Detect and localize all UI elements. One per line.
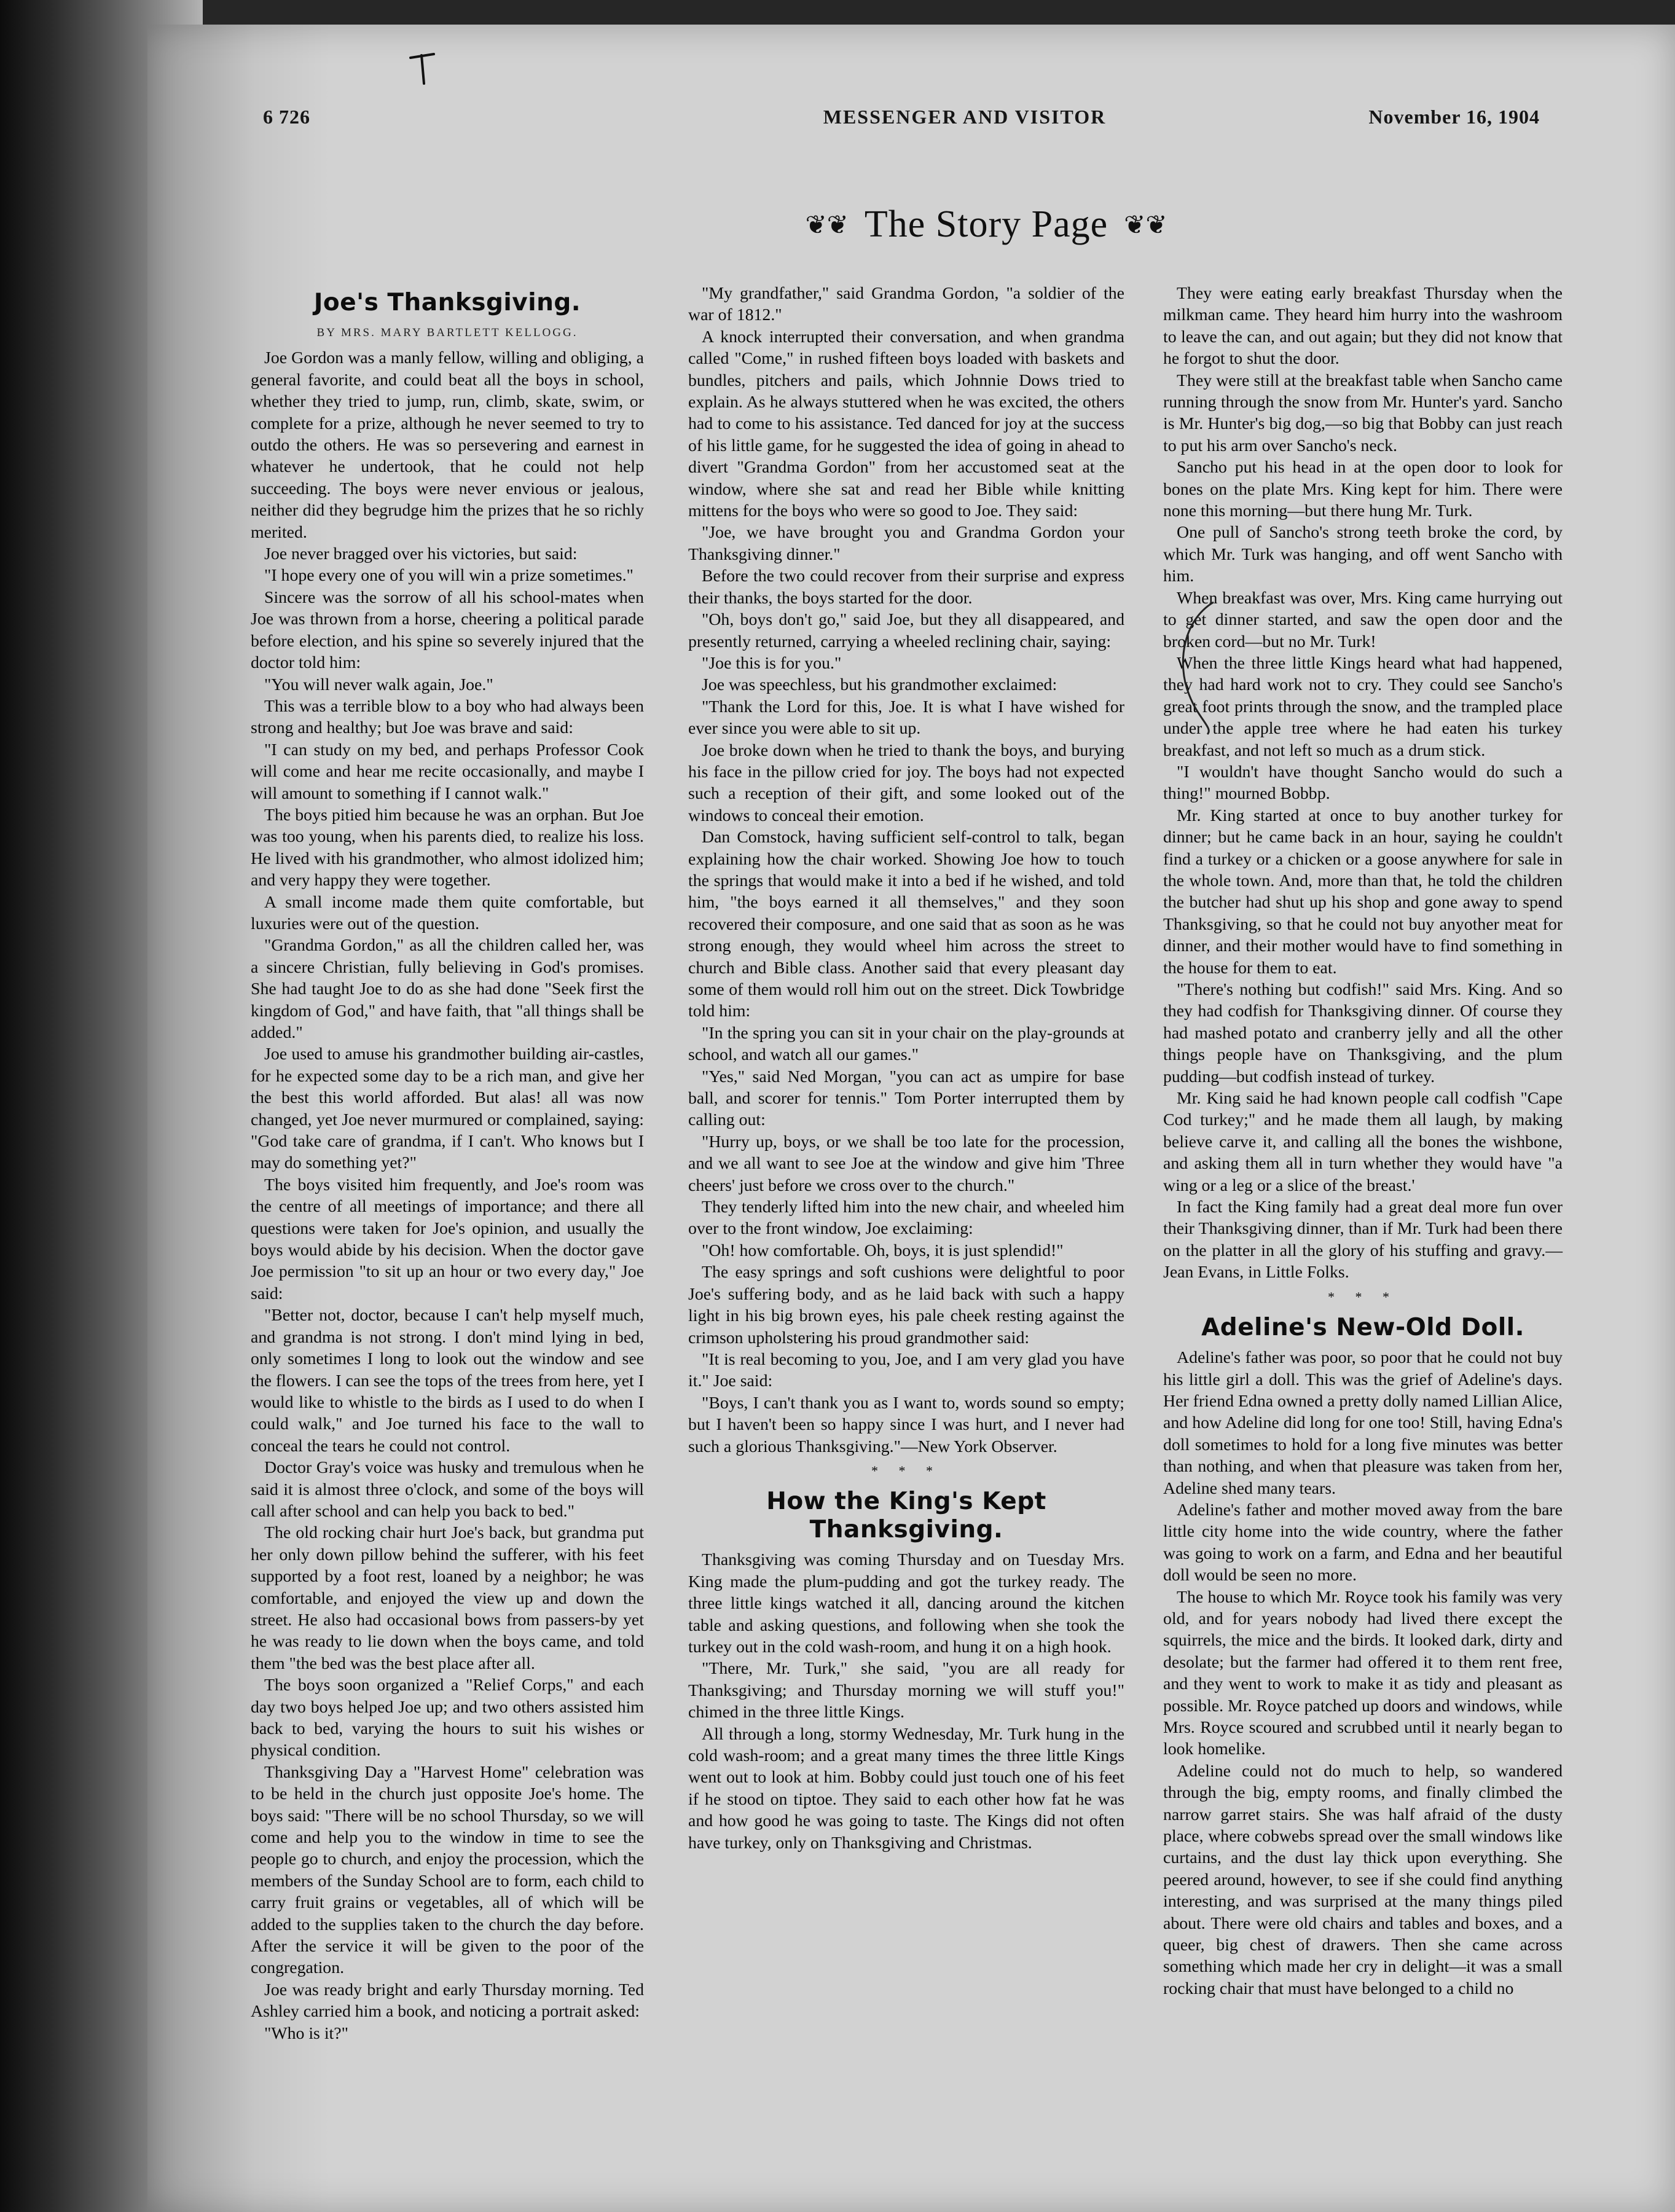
separator-stars: * * * xyxy=(1328,1288,1398,1304)
story-paragraph: Thanksgiving was coming Thursday and on Tuesday Mrs. King made the plum-pudding and got the turkey ready. The three little kings watched it all, dancing around the kitchen table and asking questions, and following when she took the turkey out in the cold wash-room, and hung it on a high hook. xyxy=(688,1550,1124,1657)
story-title-king: How the King's Kept Thanksgiving. xyxy=(766,1488,1046,1544)
issue-date: November 16, 1904 xyxy=(1368,106,1540,128)
section-heading xyxy=(627,203,1346,246)
column-2 xyxy=(688,283,1124,1854)
story-paragraph: Thanksgiving Day a "Harvest Home" celebration was to be held in the church just opposite Joe's home. The boys said: "There will be no school Thursday, so we will come and help you to the window in time to see the people go to church, and enjoy the procession, which the members of the Sunday School are to form, each child to carry fruit grains or vegetables, all of which will be added to the supplies taken to the church the day before. After the service it will be given to the poor of the congregation. xyxy=(251,1762,644,1978)
story-paragraph: "Yes," said Ned Morgan, "you can act as umpire for base ball, and scorer for tennis." Tom Porter interrupted them by calling out: xyxy=(688,1067,1124,1130)
page-number: 6 726 xyxy=(263,106,310,128)
story-paragraph: Adeline's father and mother moved away from the bare little city home into the wide country, where the father was going to work on a farm, and Edna and her beautiful doll would be seen no more. xyxy=(1163,1500,1563,1585)
story-paragraph: Sancho put his head in at the open door to look for bones on the plate Mrs. King kept for him. There were none this morning—but there hung Mr. Turk. xyxy=(1163,458,1563,521)
story-paragraph: Adeline's father was poor, so poor that he could not buy his little girl a doll. This was the grief of Adeline's days. Her friend Edna owned a pretty dolly named Lillian Alice, and how Adeline did long for one too! Still, having Edna's doll sometimes to hold for a long five minutes was better than nothing, and when that pleasure was taken from her, Adeline shed many tears. xyxy=(1163,1348,1563,1498)
story-paragraph: "Boys, I can't thank you as I want to, words sound so empty; but I haven't been so happy since I was hurt, and I never had such a glorious Thanksgiving."—New York Observer. xyxy=(688,1393,1124,1456)
story-paragraph: "In the spring you can sit in your chair on the play-grounds at school, and watch all our games." xyxy=(688,1023,1124,1065)
story-paragraph: "Thank the Lord for this, Joe. It is what I have wished for ever since you were able to sit up. xyxy=(688,697,1124,739)
fleuron-icon: ❦❦ xyxy=(805,211,849,240)
story-paragraph: "My grandfather," said Grandma Gordon, "a soldier of the war of 1812." xyxy=(688,284,1124,325)
story-paragraph: "Hurry up, boys, or we shall be too late for the procession, and we all want to see Joe at the window and give him 'Three cheers' just before we cross over to the church." xyxy=(688,1132,1124,1195)
story-paragraph: Mr. King started at once to buy another turkey for dinner; but he came back in an hour, saying he couldn't find a turkey or a chicken or a goose anywhere for sale in the whole town. And, more than that, he told the children the butcher had shut up his shop and gone away to spend Thanksgiving, so that he could not buy anyother meat for dinner, and their mother would have to find something in the house for them to eat. xyxy=(1163,806,1563,978)
story-paragraph: Joe never bragged over his victories, but said: xyxy=(264,544,578,564)
story-paragraph: "Better not, doctor, because I can't help myself much, and grandma is not strong. I don't mind lying in bed, only sometimes I long to look out the window and see the flowers. I can see the tops of the trees from here, yet I would like to whistle to the birds as I used to do when I could walk," and Joe turned his face to the wall to conceal the tears he could not control. xyxy=(251,1306,644,1456)
story-paragraph: The boys pitied him because he was an orphan. But Joe was too young, when his parents died, to realize his loss. He lived with his grandmother, who almost idolized him; and very happy they were together. xyxy=(251,805,644,890)
story-paragraph: In fact the King family had a great deal more fun over their Thanksgiving dinner, than if Mr. Turk had been there on the platter in all the glory of his stuffing and gravy.—Jean Evans, in Little Folks. xyxy=(1163,1198,1563,1282)
story-paragraph: "Who is it?" xyxy=(264,2023,348,2043)
story-paragraph: A small income made them quite comfortable, but luxuries were out of the question. xyxy=(251,892,644,933)
story-title-adeline: Adeline's New-Old Doll. xyxy=(1201,1314,1524,1342)
story-paragraph: Doctor Gray's voice was husky and tremulous when he said it is almost three o'clock, and some of the boys will call after school and can help you back to bed." xyxy=(251,1458,644,1521)
story-paragraph: "You will never walk again, Joe." xyxy=(264,675,493,694)
story-paragraph: "There's nothing but codfish!" said Mrs. King. And so they had codfish for Thanksgiving dinner. Of course they had mashed potato and cranberry jelly and all the other things people have on Thanksgiving, and the plum pudding—but codfish instead of turkey. xyxy=(1163,980,1563,1086)
story-title-joe: Joe's Thanksgiving. xyxy=(313,289,581,316)
story-paragraph: Dan Comstock, having sufficient self-control to talk, began explaining how the chair worked. Showing Joe how to touch the springs that would make it into a bed if he wished, and told him, "the boys earned it all themselves," and they soon recovered their composure, and one said that as soon as he was strong enough, they would wheel him across the street to church and Bible class. Another said that every pleasant day some of them would roll him out on the street. Dick Towbridge told him: xyxy=(688,828,1124,1021)
story-paragraph: "Oh! how comfortable. Oh, boys, it is just splendid!" xyxy=(702,1241,1064,1260)
story-paragraph: The boys visited him frequently, and Joe's room was the centre of all meetings of importance; and there all questions were taken for Joe's opinion, and usually the boys would abide by his decision. When the doctor gave Joe permission "to sit up an hour or two every day," Joe said: xyxy=(251,1175,644,1303)
story-paragraph: "It is real becoming to you, Joe, and I am very glad you have it." Joe said: xyxy=(688,1349,1124,1391)
section-title: The Story Page xyxy=(864,203,1108,245)
story-paragraph: Joe used to amuse his grandmother building air-castles, for he expected some day to be a rich man, and give her the best this world afforded. But alas! all was now changed, yet Joe never murmured or complained, saying: "God take care of grandma, if I can't. Who knows but I may do something yet?" xyxy=(251,1045,644,1173)
story-paragraph: Joe Gordon was a manly fellow, willing and obliging, a general favorite, and could beat all the boys in school, whether they tried to jump, run, climb, skate, swim, or complete for a prize, although he never seemed to try to outdo the others. He was so persevering and earnest in whatever he undertook, that he could not help succeeding. The boys were never envious or jealous, neither did they begrudge him the prizes that he so richly merited. xyxy=(251,348,644,542)
masthead: MESSENGER AND VISITOR xyxy=(823,106,1107,128)
column-3 xyxy=(1163,283,1563,1999)
story-paragraph: All through a long, stormy Wednesday, Mr. Turk hung in the cold wash-room; and a great many times the three little Kings went out to look at him. Bobby could just touch one of his feet if he stood on tiptoe. They said to each other how fat he was and how good he was going to taste. The Kings did not often have turkey, only on Thanksgiving and Christmas. xyxy=(688,1724,1124,1853)
story-paragraph: When breakfast was over, Mrs. King came hurrying out to get dinner started, and saw the open door and the broken cord—but no Mr. Turk! xyxy=(1163,588,1563,651)
story-paragraph: They were eating early breakfast Thursday when the milkman came. They heard him hurry into the washroom to leave the can, and out again; but they did not know that he forgot to shut the door. xyxy=(1163,284,1563,369)
story-paragraph: "Joe this is for you." xyxy=(702,653,842,673)
story-paragraph: "Oh, boys don't go," said Joe, but they all disappeared, and presently returned, carrying a wheeled reclining chair, saying: xyxy=(688,610,1124,651)
story-paragraph: Before the two could recover from their surprise and express their thanks, the boys started for the door. xyxy=(688,567,1124,608)
story-paragraph: "There, Mr. Turk," she said, "you are all ready for Thanksgiving; and Thursday morning we will stuff you!" chimed in the three little Kings. xyxy=(688,1659,1124,1722)
story-paragraph: "I wouldn't have thought Sancho would do such a thing!" mourned Bobbp. xyxy=(1163,762,1563,804)
story-paragraph: The easy springs and soft cushions were delightful to poor Joe's suffering body, and as he laid back with such a happy light in his big brown eyes, his pale cheek resting against the crimson upholstering his proud grandmother said: xyxy=(688,1263,1124,1347)
story-paragraph: "Grandma Gordon," as all the children called her, was a sincere Christian, fully believing in God's promises. She had taught Joe to do as she had done "Seek first the kingdom of God," and have faith, that "all things shall be added." xyxy=(251,936,644,1042)
story-paragraph: Mr. King said he had known people call codfish "Cape Cod turkey;" and he made them all laugh, by making believe carve it, and calling all the bones the wishbone, and asking them all in turn whether they would have "a wing or a leg or a slice of the breast.' xyxy=(1163,1089,1563,1195)
story-byline: BY MRS. MARY BARTLETT KELLOGG. xyxy=(316,326,578,339)
fleuron-icon: ❦❦ xyxy=(1124,211,1167,240)
story-paragraph: They tenderly lifted him into the new chair, and wheeled him over to the front window, Joe exclaiming: xyxy=(688,1198,1124,1239)
story-paragraph: The old rocking chair hurt Joe's back, but grandma put her only down pillow behind the sufferer, with his feet supported by a foot rest, loaned by a neighbor; he was comfortable, and enjoyed the view up and down the street. He also had occasional bows from passers-by yet he was ready to lie down when the boys came, and told them "the bed was the best place after all. xyxy=(251,1523,644,1673)
story-paragraph: When the three little Kings heard what had happened, they had hard work not to cry. They could see Sancho's great foot prints through the snow, and the trampled place under the apple tree where he had eaten his turkey breakfast, and not left so much as a drum stick. xyxy=(1163,653,1563,760)
story-paragraph: This was a terrible blow to a boy who had always been strong and healthy; but Joe was brave and said: xyxy=(251,696,644,738)
story-paragraph: "I can study on my bed, and perhaps Professor Cook will come and hear me recite occasionally, and maybe I will amount to something if I cannot walk." xyxy=(251,740,644,803)
story-paragraph: Sincere was the sorrow of all his school-mates when Joe was thrown from a horse, cheering a political parade before election, and his spine so severely injured that the doctor told him: xyxy=(251,587,644,673)
newspaper-page xyxy=(147,25,1675,2212)
story-paragraph: "I hope every one of you will win a prize sometimes." xyxy=(264,566,634,586)
story-paragraph: The house to which Mr. Royce took his family was very old, and for years nobody had lived there except the squirrels, the mice and the birds. It looked dark, dirty and desolate; but the farmer had offered it to them rent free, and they went to work to make it as tidy and pleasant as possible. Mr. Royce patched up doors and windows, while Mrs. Royce scoured and scrubbed until it nearly began to look homelike. xyxy=(1163,1587,1563,1759)
story-paragraph: One pull of Sancho's strong teeth broke the cord, by which Mr. Turk was hanging, and off went Sancho with him. xyxy=(1163,523,1563,586)
pencil-mark-icon xyxy=(1171,596,1226,737)
story-paragraph: The boys soon organized a "Relief Corps," and each day two boys helped Joe up; and two others assisted him back to bed, varying the hours to suit his wishes or physical condition. xyxy=(251,1676,644,1760)
column-1 xyxy=(251,283,644,2044)
story-paragraph: Joe was speechless, but his grandmother exclaimed: xyxy=(702,675,1057,695)
story-paragraph: Adeline could not do much to help, so wandered through the big, empty rooms, and finally climbed the narrow garret stairs. She was half afraid of the dusty place, where cobwebs spread over the small windows like curtains, and the dust lay thick upon everything. She peered around, however, to see if she could find anything interesting, and was surprised at the many things piled about. There were old chairs and tables and boxes, and a queer, big chest of drawers. Then she came across something which made her cry in delight—it was a small rocking chair that must have belonged to a child no xyxy=(1163,1761,1563,1998)
story-paragraph: "Joe, we have brought you and Grandma Gordon your Thanksgiving dinner." xyxy=(688,523,1124,564)
story-paragraph: A knock interrupted their conversation, and when grandma called "Come," in rushed fifteen boys loaded with baskets and bundles, pitchers and pails, which Johnnie Dows tried to explain. As he always stuttered when he was excited, the others had to come to his assistance. Ted danced for joy at the success of his little game, for he suggested the idea of going in ahead to divert "Grandma Gordon" from her accustomed seat at the window, where she sat and read her Bible while knitting mittens for the boys who were so good to Joe. They said: xyxy=(688,327,1124,521)
separator-stars: * * * xyxy=(871,1462,941,1478)
story-paragraph: They were still at the breakfast table when Sancho came running through the snow from Mr. Hunter's yard. Sancho is Mr. Hunter's big dog,—so big that Bobby can just reach to put his arm over Sancho's neck. xyxy=(1163,371,1563,455)
story-paragraph: Joe broke down when he tried to thank the boys, and burying his face in the pillow cried for joy. The boys had not expected such a reception of their gift, and some looked out of the windows to conceal their emotion. xyxy=(688,740,1124,825)
pen-mark-icon xyxy=(406,49,442,92)
story-paragraph: Joe was ready bright and early Thursday morning. Ted Ashley carried him a book, and noticing a portrait asked: xyxy=(251,1980,644,2022)
